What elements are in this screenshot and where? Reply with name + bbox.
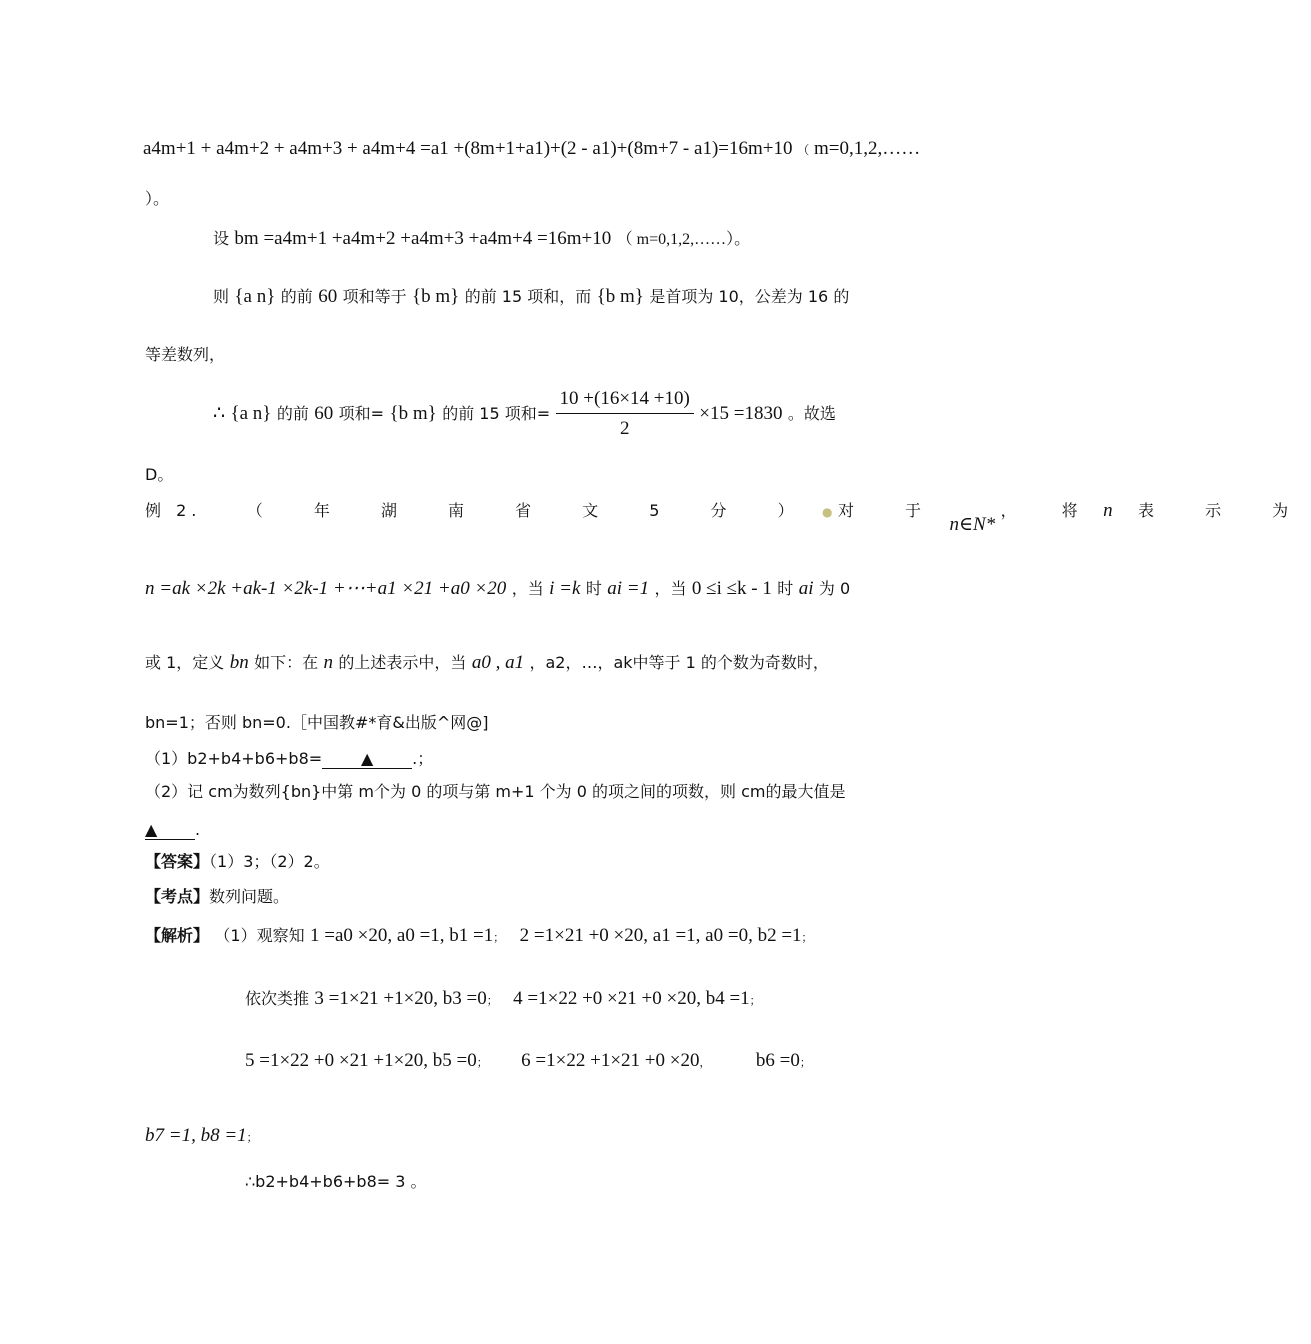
text: （1）观察知	[214, 926, 305, 945]
text: ；	[486, 994, 498, 1007]
n-in-naturals: n∈N*	[949, 514, 996, 535]
jiexi-line	[145, 925, 813, 948]
line-close-paren: ）。	[145, 189, 170, 208]
text: 为 0	[818, 579, 851, 598]
line-total-sum	[213, 388, 836, 441]
cond-i-eq-k: i =k	[549, 578, 581, 599]
kaodian-line	[145, 887, 289, 906]
text: 对 于	[837, 501, 945, 520]
case-3: 3 =1×21 +1×20, b3 =0	[314, 988, 487, 1009]
text: 数列问题。	[209, 887, 290, 906]
question-1	[145, 749, 433, 769]
a0-a1: a0 , a1	[471, 652, 525, 673]
text: 时	[777, 579, 794, 598]
text: （1）b2+b4+b6+b8=	[145, 749, 323, 768]
fraction-numerator: 10 +(16×14 +10)	[556, 388, 694, 414]
text: 时	[585, 579, 602, 598]
b6-value: b6 =0	[755, 1050, 800, 1071]
fraction-denominator: 2	[619, 417, 630, 439]
text: 。故选	[787, 403, 836, 423]
paren-open: （	[797, 143, 810, 157]
therefore-sign: ∴	[213, 402, 226, 424]
line-sum-equivalence	[213, 286, 849, 309]
question-2-blank	[145, 820, 200, 840]
ai-var: ai	[798, 578, 814, 599]
an-set: {a n}	[234, 286, 276, 307]
bm-set-2: {b m}	[596, 286, 644, 307]
text: ；	[476, 1056, 488, 1069]
text: 则	[213, 287, 230, 306]
binary-representation-line	[145, 578, 850, 601]
sixty: 60	[318, 286, 338, 307]
text: ， 将	[1000, 501, 1098, 520]
line-arith-seq: 等差数列，	[145, 345, 226, 364]
answer-blank: ▲	[145, 820, 195, 840]
bn-otherwise-line: bn=1；否则 bn=0.［中国教#*育&出版^网@]	[145, 713, 489, 732]
line-sum-group	[143, 138, 920, 161]
final-result: ∴b2+b4+b6+b8= 3 。	[245, 1172, 427, 1191]
case-6: 6 =1×22 +1×21 +0 ×20	[521, 1050, 700, 1071]
answer-blank: ▲	[322, 749, 412, 769]
n-var: n	[323, 652, 334, 673]
text: 的前 15 项和=	[442, 403, 551, 423]
she-text: 设	[213, 229, 230, 248]
dot-mark-icon: ●	[822, 505, 833, 519]
text: 的前	[276, 403, 309, 423]
text: 如下：在	[254, 653, 319, 672]
text: ，	[699, 1056, 711, 1069]
text: ；	[749, 994, 761, 1007]
answer-tag: 【答案】	[145, 852, 210, 871]
text: ；	[799, 1056, 811, 1069]
text: ；	[801, 931, 813, 944]
example-label: 例 2.	[145, 501, 202, 520]
sum-fraction	[556, 388, 694, 441]
cond-range: 0 ≤i ≤k - 1	[691, 578, 772, 599]
text: ，a2，…，ak中等于 1 的个数为奇数时，	[529, 653, 829, 672]
ai-eq-1: ai =1	[607, 578, 650, 599]
sixty: 60	[314, 402, 334, 424]
an-set: {a n}	[230, 402, 272, 424]
sum-formula: a4m+1 + a4m+2 + a4m+3 + a4m+4 =a1 +(8m+1+a1)+(2 - a1)+(8m+7 - a1)=16m+10	[143, 138, 793, 159]
jiexi-tag: 【解析】	[145, 926, 210, 945]
text: 表 示 为	[1138, 501, 1311, 520]
text: ；	[493, 931, 505, 944]
text: 或 1，定义	[145, 653, 225, 672]
yici-line	[245, 988, 761, 1011]
text: 的上述表示中，当	[338, 653, 467, 672]
text: ，当	[654, 579, 687, 598]
source-note: （ 年 湖 南 省 文 5 分 ）	[246, 501, 817, 520]
text: 的前 15 项和，而	[464, 287, 592, 306]
bm-set: {b m}	[412, 286, 460, 307]
line-choose-d: D。	[145, 465, 174, 484]
text: 依次类推	[245, 989, 310, 1008]
bn-var: bn	[229, 652, 249, 673]
cases-5-6-line	[245, 1050, 811, 1073]
text: .；	[412, 749, 434, 768]
line-define-bm	[213, 228, 750, 251]
bm-formula: bm =a4m+1 +a4m+2 +a4m+3 +a4m+4 =16m+10	[234, 228, 612, 249]
bm-range: （ m=0,1,2,……）。	[616, 231, 751, 248]
kaodian-tag: 【考点】	[145, 887, 210, 906]
text: 是首项为 10，公差为 16 的	[649, 287, 850, 306]
binary-expansion: n =ak ×2k +ak-1 ×2k-1 +⋯+a1 ×21 +a0 ×20	[145, 578, 507, 599]
text: .	[195, 820, 201, 839]
answer-line	[145, 852, 330, 871]
product-result: ×15 =1830	[699, 402, 783, 424]
define-bn-line	[145, 652, 829, 675]
text: 项和=	[338, 403, 385, 423]
n-var: n	[1103, 500, 1113, 521]
example-2-header	[145, 500, 1311, 535]
bm-set: {b m}	[389, 402, 437, 424]
text: 的前	[280, 287, 313, 306]
text: 项和等于	[342, 287, 407, 306]
cases-7-8-line	[145, 1125, 258, 1148]
case-4: 4 =1×22 +0 ×21 +0 ×20, b4 =1	[513, 988, 750, 1009]
question-2: （2）记 cm为数列{bn}中第 m个为 0 的项与第 m+1 个为 0 的项之间的项数，则 cm的最大值是	[145, 782, 846, 801]
case-5: 5 =1×22 +0 ×21 +1×20, b5 =0	[245, 1050, 477, 1071]
text: ，当	[511, 579, 544, 598]
text: （1）3；（2）2。	[209, 852, 330, 871]
m-range: m=0,1,2,……	[814, 138, 921, 159]
case-1: 1 =a0 ×20, a0 =1, b1 =1	[310, 925, 494, 946]
case-2: 2 =1×21 +0 ×20, a1 =1, a0 =0, b2 =1	[519, 925, 802, 946]
text: ；	[246, 1131, 258, 1144]
b7-b8-values: b7 =1, b8 =1	[145, 1125, 247, 1146]
